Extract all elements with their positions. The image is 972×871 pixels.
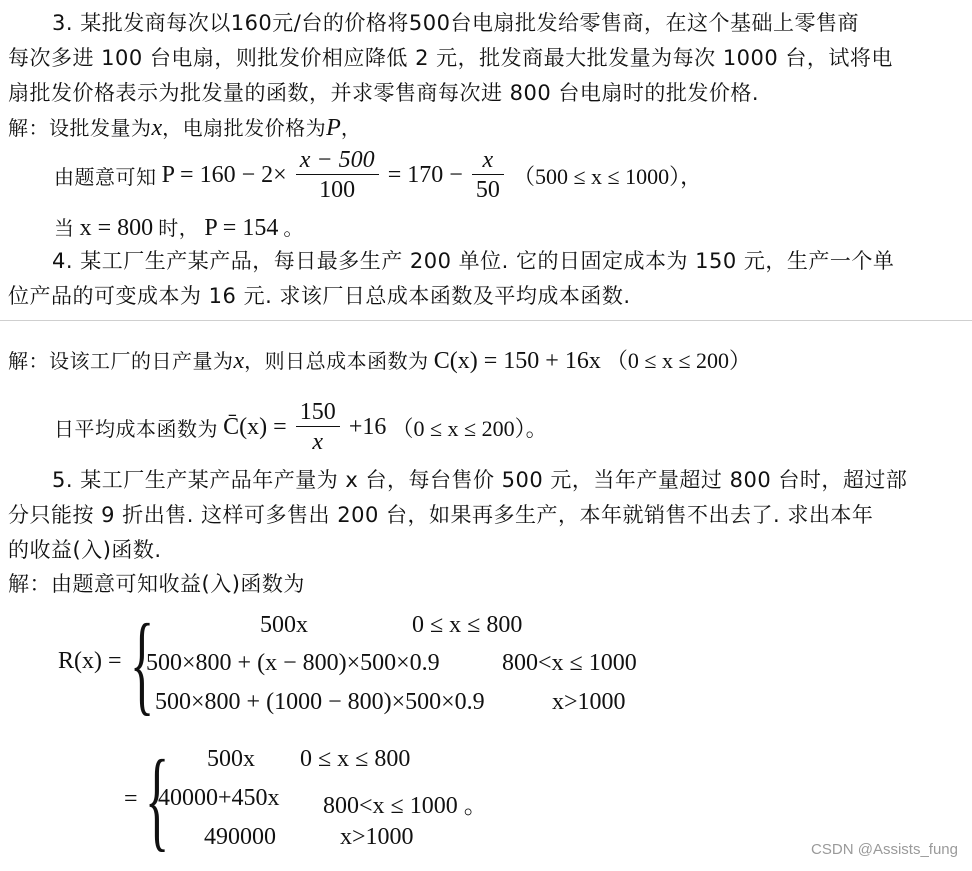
case-row-3-expr: 500×800 + (1000 − 800)×500×0.9 — [155, 689, 485, 715]
simplified-row-1-cond: 0 ≤ x ≤ 800 — [300, 746, 411, 772]
problem4-total-cost: 解：设该工厂的日产量为x，则日总成本函数为 C(x) = 150 + 16x （0 ≤ x ≤ 200） — [8, 348, 752, 374]
problem5-solution-intro: 解：由题意可知收益(入)函数为 — [8, 572, 305, 596]
problem5-line1: 5. 某工厂生产某产品年产量为 x 台，每台售价 500 元，当年产量超过 800 台时，超过部 — [52, 468, 908, 492]
left-brace-icon: { — [130, 602, 155, 726]
fraction-x-minus-500-over-100: $\frac{x - 500}{100}$ — [296, 146, 379, 205]
problem3-line2: 每次多进 100 台电扇，则批发价相应降低 2 元，批发商最大批发量为每次 1000 台，试将电 — [8, 46, 893, 70]
problem4-line1: 4. 某工厂生产某产品，每日最多生产 200 单位. 它的日固定成本为 150 元，生产一个单 — [52, 249, 895, 273]
fraction-x-over-50: $\frac{x}{50}$ — [472, 146, 504, 205]
problem4-average-cost: 日平均成本函数为 C̄(x) = $\frac{150}{x}$ +16 （0 ≤ x ≤ 200）。 — [54, 399, 548, 455]
simplified-row-3-expr: 490000 — [204, 824, 276, 850]
left-brace-icon: { — [145, 738, 170, 862]
section-divider — [0, 320, 972, 321]
case-row-1-expr: 500x — [260, 612, 308, 638]
case-row-2-expr: 500×800 + (x − 800)×500×0.9 — [146, 650, 440, 676]
problem3-price-equation: 由题意可知 P = 160 − 2× $\frac{x - 500}{100}$ = 170 − $\frac{x}{50}$ （500 ≤ x ≤ 1000）， — [54, 147, 703, 203]
watermark: CSDN @Assists_fung — [811, 841, 958, 858]
problem3-answer: 当 x = 800 时， P = 154 。 — [54, 215, 304, 241]
simplified-row-2-expr: 40000+450x — [158, 785, 280, 811]
problem5-line2: 分只能按 9 折出售. 这样可多售出 200 台，如果再多生产，本年就销售不出去了. 求出本年 — [8, 503, 874, 527]
simplified-row-3-cond: x>1000 — [340, 824, 414, 850]
revenue-lhs: R(x) = — [58, 648, 122, 674]
case-row-3-cond: x>1000 — [552, 689, 626, 715]
problem3-line1: 3. 某批发商每次以160元/台的价格将500台电扇批发给零售商，在这个基础上零售商 — [52, 11, 859, 35]
case-row-1-cond: 0 ≤ x ≤ 800 — [412, 612, 523, 638]
simplified-row-1-expr: 500x — [207, 746, 255, 772]
problem3-solution-intro: 解：设批发量为x，电扇批发价格为P， — [8, 115, 362, 141]
fraction-150-over-x: $\frac{150}{x}$ — [296, 398, 340, 457]
problem3-line3: 扇批发价格表示为批发量的函数，并求零售商每次进 800 台电扇时的批发价格. — [8, 81, 760, 105]
problem4-line2: 位产品的可变成本为 16 元. 求该厂日总成本函数及平均成本函数. — [8, 284, 631, 308]
case-row-2-cond: 800<x ≤ 1000 — [502, 650, 637, 676]
simplified-row-2-cond: 800<x ≤ 1000 。 — [323, 793, 488, 819]
simplified-equals: = — [124, 786, 138, 812]
problem5-line3: 的收益(入)函数. — [8, 538, 162, 562]
